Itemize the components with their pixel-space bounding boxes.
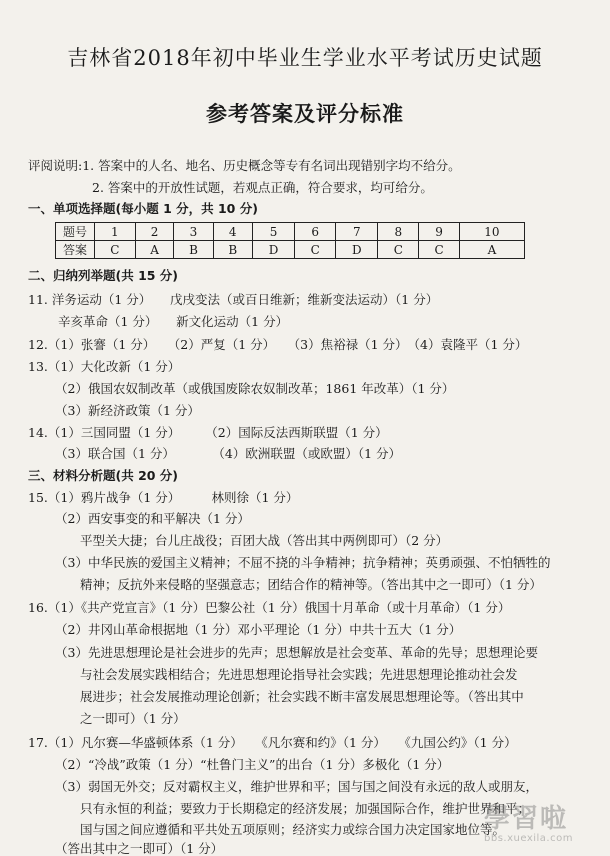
answer-cell: D [336,241,378,259]
grading-note-1: 评阅说明:1. 答案中的人名、地名、历史概念等专有名词出现错别字均不给分。 [28,158,461,173]
answer-line: （3）弱国无外交；反对霸权主义，维护世界和平；国与国之间没有永远的敌人或朋友， [55,779,538,794]
answer-line: 16.（1）《共产党宣言》（1 分）巴黎公社（1 分）俄国十月革命（或十月革命）（1 分） [28,600,511,615]
answer-cell: C [295,241,336,259]
answer-line: 平型关大捷；台儿庄战役；百团大战（答出其中两例即可）（2 分） [80,533,449,548]
answer-line: （3）先进思想理论是社会进步的先声；思想解放是社会变革、革命的先导；思想理论要 [55,645,538,660]
question-number: 1 [95,223,136,241]
answer-cell: B [213,241,252,259]
answer-line: 15.（1）鸦片战争（1 分） 林则徐（1 分） [28,490,299,505]
answer-cell: C [419,241,460,259]
answer-line: （2）井冈山革命根据地（1 分）邓小平理论（1 分）中共十五大（1 分） [55,622,462,637]
table-header-number: 题号 [56,223,95,241]
question-number: 10 [459,223,524,241]
answer-cell: A [459,241,524,259]
question-number: 9 [419,223,460,241]
answer-line: （2）“冷战”政策（1 分）“杜鲁门主义”的出台（1 分）多极化（1 分） [55,757,450,772]
answer-line: 展进步；社会发展推动理论创新；社会实践不断丰富发展思想理论等。（答出其中 [80,689,524,704]
answer-line: （3）中华民族的爱国主义精神；不屈不挠的斗争精神；抗争精神；英勇顽强、不怕牺牲的 [55,555,551,570]
question-number: 7 [336,223,378,241]
question-number: 4 [213,223,252,241]
section-3-heading: 三、材料分析题(共 20 分) [28,468,179,483]
answer-table [55,222,525,259]
watermark-url: bbs.xuexila.com [484,833,573,844]
answer-line: （3）新经济政策（1 分） [55,403,200,418]
answer-line: 精神；反抗外来侵略的坚强意志；团结合作的精神等。（答出其中之一即可）（1 分） [80,577,542,592]
answer-line: 14.（1）三国同盟（1 分） （2）国际反法西斯联盟（1 分） [28,425,388,440]
answer-table-answer-row [56,241,525,259]
answer-table-number-row [56,223,525,241]
answer-line: 13.（1）大化改新（1 分） [28,359,181,374]
answer-line: 与社会发展实践相结合；先进思想理论指导社会实践；先进思想理论推动社会发 [80,667,518,682]
answer-line: 辛亥革命（1 分） 新文化运动（1 分） [58,314,289,329]
question-number: 6 [295,223,336,241]
document-subtitle: 参考答案及评分标准 [206,102,404,126]
question-number: 8 [378,223,419,241]
answer-cell: A [135,241,174,259]
answer-line: （3）联合国（1 分） （4）欧洲联盟（或欧盟）（1 分） [55,446,402,461]
answer-cell: C [95,241,136,259]
question-number: 5 [252,223,294,241]
answer-cell: D [252,241,294,259]
answer-line: 17.（1）凡尔赛—华盛顿体系（1 分） 《凡尔赛和约》（1 分） 《九国公约》（1 分） [28,735,517,750]
answer-line: 国与国之间应遵循和平共处五项原则；经济实力或综合国力决定国家地位等。 [80,822,506,837]
answer-line: 之一即可）（1 分） [80,711,186,726]
grading-note-2: 2. 答案中的开放性试题，若观点正确，符合要求，均可给分。 [92,180,433,195]
answer-line: （2）俄国农奴制改革（或俄国废除农奴制改革；1861 年改革）（1 分） [55,381,455,396]
section-2-heading: 二、归纳列举题(共 15 分) [28,268,179,283]
watermark-logo: 學習啦 [484,804,569,834]
answer-cell: B [174,241,213,259]
section-1-heading: 一、单项选择题(每小题 1 分，共 10 分) [28,201,258,216]
question-number: 2 [135,223,174,241]
answer-line: 只有永恒的利益；要致力于长期稳定的经济发展；加强国际合作，维护世界和平； [80,801,531,816]
answer-line: （2）西安事变的和平解决（1 分） [55,511,250,526]
answer-line: 11. 洋务运动（1 分） 戊戌变法（或百日维新；维新变法运动）（1 分） [28,292,439,307]
answer-line: 12.（1）张謇（1 分） （2）严复（1 分） （3）焦裕禄（1 分） （4）袁隆平（1 分） [28,337,528,352]
table-header-answer: 答案 [56,241,95,259]
answer-cell: C [378,241,419,259]
site-watermark [484,805,604,845]
answer-line: （答出其中之一即可）（1 分） [55,841,224,856]
document-title: 吉林省2018年初中毕业生学业水平考试历史试题 [67,46,543,70]
question-number: 3 [174,223,213,241]
